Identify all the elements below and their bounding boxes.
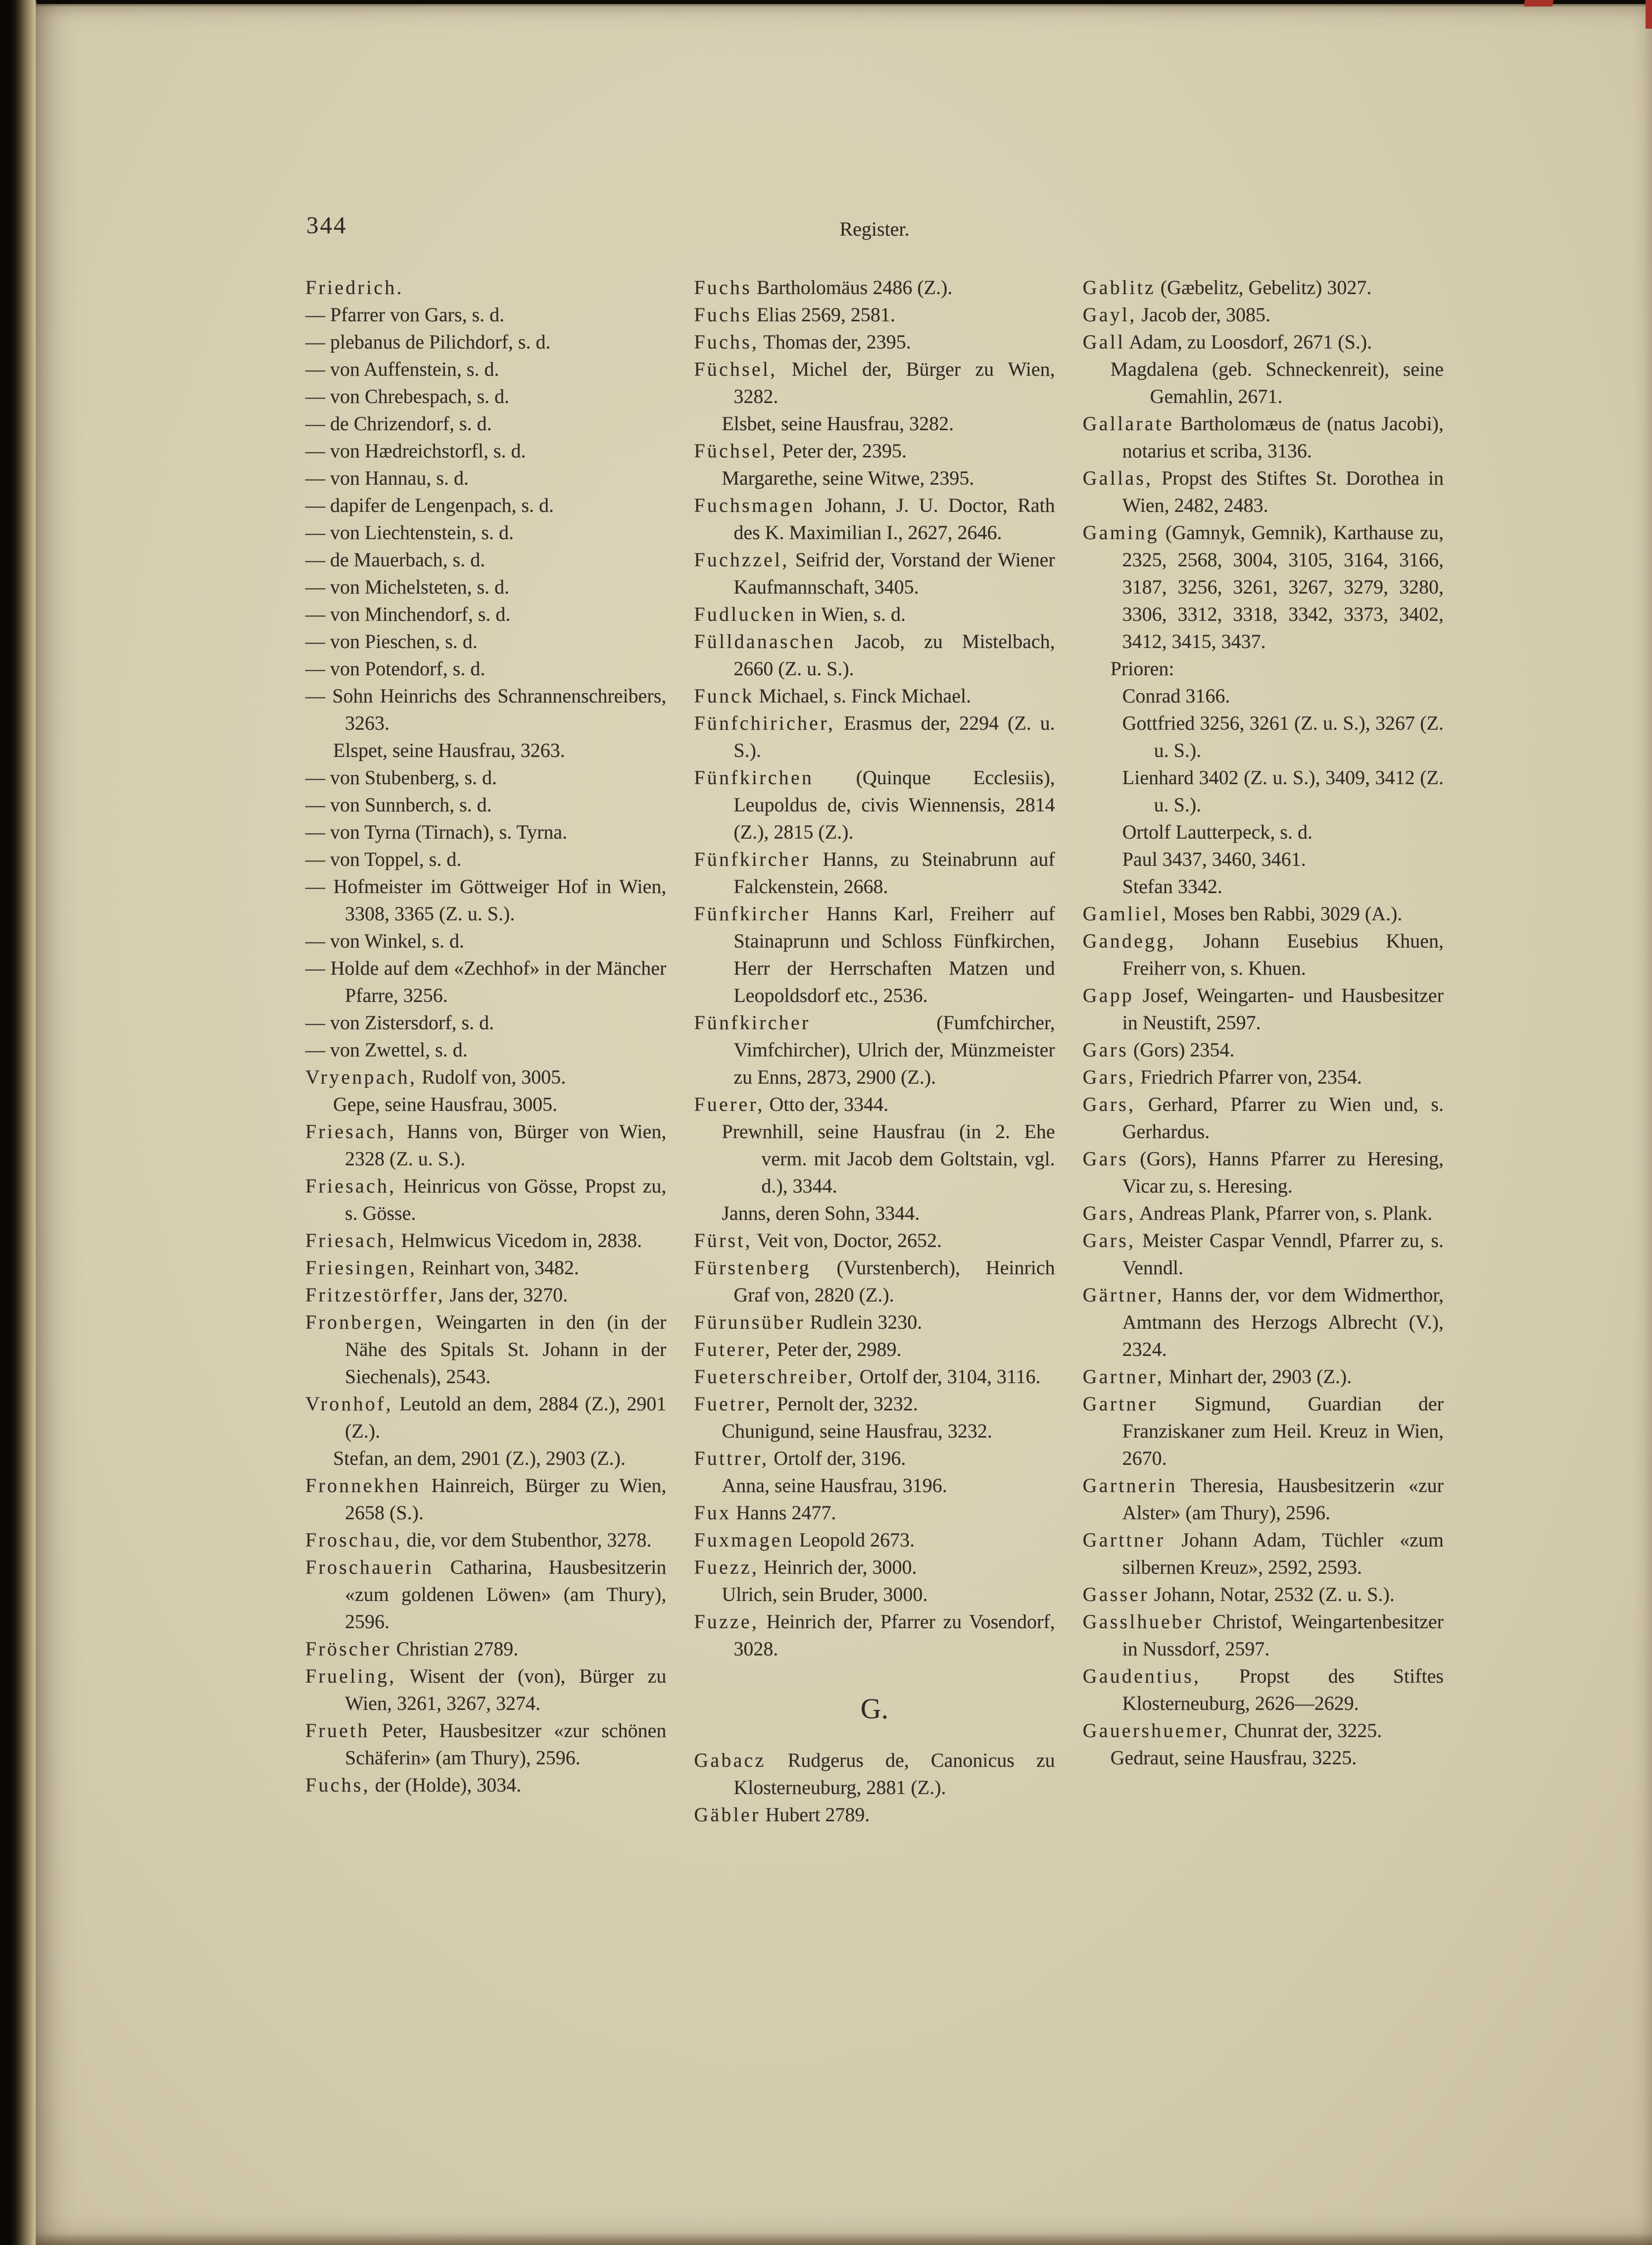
index-entry: Füchsel, Peter der, 2395.: [694, 440, 907, 462]
index-entry: — von Pieschen, s. d.: [305, 630, 478, 652]
index-entry: — von Winkel, s. d.: [305, 930, 464, 952]
index-entry: Fünfkircher Hanns, zu Steinabrunn auf Falckenstein, 2668.: [694, 848, 1055, 898]
index-entry: Froschau, die, vor dem Stubenthor, 3278.: [305, 1529, 652, 1551]
index-entry: — von Potendorf, s. d.: [305, 657, 486, 680]
index-entry: Gottfried 3256, 3261 (Z. u. S.), 3267 (Z. u. S.).: [1122, 712, 1444, 761]
index-entry: Gapp Josef, Weingarten- und Hausbesitzer in Neustift, 2597.: [1082, 984, 1444, 1034]
entry-headword: Gars,: [1082, 1093, 1136, 1115]
bookmark-ribbon-right-icon: [1646, 0, 1652, 29]
index-entry: Fritzestörffer, Jans der, 3270.: [305, 1284, 568, 1306]
entry-headword: Fueterschreiber,: [694, 1365, 855, 1388]
index-entry: Fuetrer, Pernolt der, 3232.: [694, 1393, 918, 1415]
index-entry: Paul 3437, 3460, 3461.: [1122, 848, 1306, 870]
index-entry: Fünfchiricher, Erasmus der, 2294 (Z. u. S.).: [694, 712, 1055, 761]
entry-headword: Vryenpach,: [305, 1066, 417, 1088]
index-entry: Gasslhueber Christof, Weingartenbesitzer in Nussdorf, 2597.: [1082, 1610, 1444, 1660]
index-entry: Gauershuemer, Chunrat der, 3225.: [1082, 1719, 1382, 1742]
entry-headword: Fuchs: [694, 303, 752, 326]
entry-headword: Gall: [1082, 331, 1125, 353]
entry-headword: Friedrich.: [305, 276, 404, 299]
entry-headword: Gallas,: [1082, 467, 1153, 489]
index-entry: Gablitz (Gæbelitz, Gebelitz) 3027.: [1082, 276, 1372, 299]
index-entry: — Pfarrer von Gars, s. d.: [305, 303, 505, 326]
section-heading: G.: [860, 1693, 889, 1725]
entry-headword: Fünfkircher: [694, 1011, 811, 1034]
index-entry: Frueling, Wisent der (von), Bürger zu Wien, 3261, 3267, 3274.: [305, 1665, 667, 1714]
entry-headword: Gaudentius,: [1082, 1665, 1201, 1687]
index-entry: Gabacz Rudgerus de, Canonicus zu Klosterneuburg, 2881 (Z.).: [694, 1749, 1055, 1798]
index-entry: Ortolf Lautterpeck, s. d.: [1122, 821, 1312, 843]
index-entry: — de Chrizendorf, s. d.: [305, 412, 492, 435]
index-entry: Froschauerin Catharina, Hausbesitzerin «zum goldenen Löwen» (am Thury), 2596.: [305, 1556, 667, 1633]
index-column-1: [305, 274, 666, 1828]
index-entry: Fudlucken in Wien, s. d.: [694, 603, 906, 625]
index-entry: Gepe, seine Hausfrau, 3005.: [333, 1093, 558, 1115]
bookmark-ribbon-top-icon: [1524, 0, 1554, 6]
index-entry: Futtrer, Ortolf der, 3196.: [694, 1447, 906, 1469]
page-header: [305, 211, 1444, 274]
index-entry: Funck Michael, s. Finck Michael.: [694, 685, 972, 707]
index-entry: Gars, Gerhard, Pfarrer zu Wien und, s. Gerhardus.: [1082, 1093, 1444, 1143]
entry-headword: Frueling,: [305, 1665, 396, 1687]
page-top-shadow: [36, 0, 1652, 7]
index-entry: — von Chrebespach, s. d.: [305, 385, 510, 407]
index-entry: Garttner Johann Adam, Tüchler «zum silbernen Kreuz», 2592, 2593.: [1082, 1529, 1444, 1578]
index-entry: — von Zwettel, s. d.: [305, 1039, 468, 1061]
page-bottom-edge: [36, 2233, 1652, 2245]
index-entry: Conrad 3166.: [1122, 685, 1230, 707]
index-entry: [305, 274, 666, 301]
index-entry: — von Hannau, s. d.: [305, 467, 469, 489]
entry-headword: Gapp: [1082, 984, 1134, 1006]
entry-headword: Fuchs,: [694, 331, 759, 353]
index-entry: Fueterschreiber, Ortolf der, 3104, 3116.: [694, 1365, 1041, 1388]
running-title: Register.: [839, 218, 910, 240]
index-entry: Gäbler Hubert 2789.: [694, 1803, 870, 1826]
entry-headword: Gamliel,: [1082, 902, 1168, 925]
index-entry: Stefan, an dem, 2901 (Z.), 2903 (Z.).: [333, 1447, 626, 1469]
index-entry: Prewnhill, seine Hausfrau (in 2. Ehe verm. mit Jacob dem Goltstain, vgl. d.), 3344.: [722, 1120, 1055, 1197]
index-entry: Gaudentius, Propst des Stiftes Klosterneuburg, 2626—2629.: [1082, 1665, 1444, 1714]
index-entry: Gamliel, Moses ben Rabbi, 3029 (A.).: [1082, 902, 1403, 925]
index-entry: Magdalena (geb. Schneckenreit), seine Gemahlin, 2671.: [1110, 358, 1444, 407]
index-entry: Gallas, Propst des Stiftes St. Dorothea in Wien, 2482, 2483.: [1082, 467, 1444, 516]
entry-headword: Froschau,: [305, 1529, 402, 1551]
entry-headword: Gartner: [1082, 1393, 1158, 1415]
index-entry: Friesach, Heinricus von Gösse, Propst zu, s. Gösse.: [305, 1175, 667, 1224]
index-entry: — von Auffenstein, s. d.: [305, 358, 499, 380]
entry-headword: Fuzze,: [694, 1610, 759, 1633]
entry-headword: Füchsel,: [694, 440, 777, 462]
index-entry: Gars, Friedrich Pfarrer von, 2354.: [1082, 1066, 1362, 1088]
entry-headword: Fuchs,: [305, 1774, 370, 1796]
entry-headword: Fux: [694, 1501, 731, 1524]
entry-headword: Futtrer,: [694, 1447, 769, 1469]
entry-headword: Gaming: [1082, 521, 1159, 544]
index-entry: Fülldanaschen Jacob, zu Mistelbach, 2660 (Z. u. S.).: [694, 630, 1055, 680]
entry-headword: Fünfkircher: [694, 848, 811, 870]
index-entry: Futerer, Peter der, 2989.: [694, 1338, 902, 1360]
index-entry: — Holde auf dem «Zechhof» in der Mäncher Pfarre, 3256.: [305, 957, 667, 1006]
entry-headword: Gabacz: [694, 1749, 766, 1771]
entry-headword: Gars,: [1082, 1066, 1136, 1088]
index-entry: Margarethe, seine Witwe, 2395.: [722, 467, 974, 489]
entry-headword: Froschauerin: [305, 1556, 434, 1578]
entry-headword: Gärtner,: [1082, 1284, 1164, 1306]
entry-headword: Garttner: [1082, 1529, 1166, 1551]
entry-headword: Fritzestörffer,: [305, 1284, 445, 1306]
index-entry: Gars (Gors), Hanns Pfarrer zu Heresing, Vicar zu, s. Heresing.: [1082, 1147, 1444, 1197]
entry-headword: Fürstenberg: [694, 1256, 811, 1279]
index-entry: Fronbergen, Weingarten in den (in der Nähe des Spitals St. Johann in der Siechenals), 2543.: [305, 1311, 667, 1388]
entry-headword: Fuchzzel,: [694, 549, 789, 571]
index-entry: Gall Adam, zu Loosdorf, 2671 (S.).: [1082, 331, 1372, 353]
index-entry: Vronhof, Leutold an dem, 2884 (Z.), 2901 (Z.).: [305, 1393, 667, 1442]
index-entry: Friesingen, Reinhart von, 3482.: [305, 1256, 579, 1279]
index-entry: Fuerer, Otto der, 3344.: [694, 1093, 889, 1115]
index-entry: Fürunsüber Rudlein 3230.: [694, 1311, 923, 1333]
index-entry: — dapifer de Lengenpach, s. d.: [305, 494, 554, 516]
index-entry: Gayl, Jacob der, 3085.: [1082, 303, 1270, 326]
index-entry: Anna, seine Hausfrau, 3196.: [722, 1474, 947, 1497]
entry-headword: Fronnekhen: [305, 1474, 421, 1497]
entry-headword: Fuezz,: [694, 1556, 759, 1578]
index-entry: — von Liechtenstein, s. d.: [305, 521, 514, 544]
index-entry: — Sohn Heinrichs des Schrannenschreibers, 3263.: [305, 685, 667, 734]
index-entry: Fronnekhen Hainreich, Bürger zu Wien, 2658 (S.).: [305, 1474, 667, 1524]
index-entry: Janns, deren Sohn, 3344.: [722, 1202, 920, 1224]
entry-headword: Fuerer,: [694, 1093, 765, 1115]
index-entry: Elspet, seine Hausfrau, 3263.: [333, 739, 565, 761]
entry-headword: Gandegg,: [1082, 930, 1176, 952]
entry-headword: Vronhof,: [305, 1393, 393, 1415]
entry-headword: Frueth: [305, 1719, 370, 1742]
index-entry: Gasser Johann, Notar, 2532 (Z. u. S.).: [1082, 1583, 1395, 1605]
entry-headword: Gauershuemer,: [1082, 1719, 1229, 1742]
index-entry: — plebanus de Pilichdorf, s. d.: [305, 331, 551, 353]
entry-headword: Fröscher: [305, 1638, 391, 1660]
page-stack-edge: [11, 0, 37, 2245]
index-entry: Gaming (Gamnyk, Gemnik), Karthause zu, 2325, 2568, 3004, 3105, 3164, 3166, 3187, 3256, 3261, 3267, 3279, 3280, 3306, 3312, 3318, 3342, 3373, 3402, 3412, 3415, 3437.: [1082, 521, 1444, 652]
index-entry: Friesach, Hanns von, Bürger von Wien, 2328 (Z. u. S.).: [305, 1120, 667, 1170]
entry-headword: Gartnerin: [1082, 1474, 1177, 1497]
entry-headword: Fünfchiricher,: [694, 712, 835, 734]
entry-headword: Fronbergen,: [305, 1311, 424, 1333]
index-entry: Prioren:: [1110, 657, 1174, 680]
index-entry: Fürst, Veit von, Doctor, 2652.: [694, 1229, 942, 1251]
index-entry: Fuchs Elias 2569, 2581.: [694, 303, 895, 326]
index-entry: Gars, Meister Caspar Venndl, Pfarrer zu, s. Venndl.: [1082, 1229, 1444, 1279]
index-entry: Friesach, Helmwicus Vicedom in, 2838.: [305, 1229, 642, 1251]
entry-headword: Gablitz: [1082, 276, 1156, 299]
index-entry: Gandegg, Johann Eusebius Khuen, Freiherr von, s. Khuen.: [1082, 930, 1444, 979]
entry-headword: Fülldanaschen: [694, 630, 835, 652]
entry-headword: Fürunsüber: [694, 1311, 805, 1333]
entry-headword: Friesach,: [305, 1229, 396, 1251]
entry-headword: Futerer,: [694, 1338, 772, 1360]
entry-headword: Fuchs: [694, 276, 752, 299]
index-entry: Fuchsmagen Johann, J. U. Doctor, Rath des K. Maximilian I., 2627, 2646.: [694, 494, 1055, 544]
index-entry: — von Tyrna (Tirnach), s. Tyrna.: [305, 821, 568, 843]
entry-headword: Gayl,: [1082, 303, 1137, 326]
index-entry: Fünfkirchen (Quinque Ecclesiis), Leupoldus de, civis Wiennensis, 2814 (Z.), 2815 (Z.).: [694, 766, 1055, 843]
entry-headword: Friesach,: [305, 1175, 396, 1197]
index-entry: Fürstenberg (Vurstenberch), Heinrich Graf von, 2820 (Z.).: [694, 1256, 1055, 1306]
entry-headword: Fudlucken: [694, 603, 796, 625]
index-entry: Gallarate Bartholomæus de (natus Jacobi), notarius et scriba, 3136.: [1082, 412, 1444, 462]
entry-headword: Gartner,: [1082, 1365, 1164, 1388]
index-column-3: [1083, 274, 1444, 1828]
index-entry: — von Toppel, s. d.: [305, 848, 462, 870]
index-entry: — von Minchendorf, s. d.: [305, 603, 511, 625]
entry-headword: Gasslhueber: [1082, 1610, 1204, 1633]
index-entry: Gedraut, seine Hausfrau, 3225.: [1110, 1746, 1357, 1769]
entry-headword: Gars,: [1082, 1229, 1136, 1251]
index-entry: Fuchzzel, Seifrid der, Vorstand der Wiener Kaufmannschaft, 3405.: [694, 549, 1055, 598]
index-entry: Gärtner, Hanns der, vor dem Widmerthor, Amtmann des Herzogs Albrecht (V.), 2324.: [1082, 1284, 1444, 1360]
entry-headword: Fuxmagen: [694, 1529, 794, 1551]
index-entry: Gartnerin Theresia, Hausbesitzerin «zur Alster» (am Thury), 2596.: [1082, 1474, 1444, 1524]
index-entry: Elsbet, seine Hausfrau, 3282.: [722, 412, 954, 435]
index-entry: Gartner Sigmund, Guardian der Franziskaner zum Heil. Kreuz in Wien, 2670.: [1082, 1393, 1444, 1469]
entry-headword: Gars: [1082, 1147, 1128, 1170]
index-entry: Fünfkircher (Fumfchircher, Vimfchircher), Ulrich der, Münzmeister zu Enns, 2873, 2900 (Z.).: [694, 1011, 1055, 1088]
entry-headword: Füchsel,: [694, 358, 777, 380]
index-entry: — von Michelsteten, s. d.: [305, 576, 510, 598]
index-entry: Frueth Peter, Hausbesitzer «zur schönen Schäferin» (am Thury), 2596.: [305, 1719, 667, 1769]
index-entry: Fuchs, Thomas der, 2395.: [694, 331, 911, 353]
entry-headword: Fünfkircher: [694, 902, 811, 925]
entry-headword: Friesach,: [305, 1120, 396, 1143]
index-entry: — von Zistersdorf, s. d.: [305, 1011, 494, 1034]
index-column-2: [694, 274, 1055, 1828]
index-entry: Vryenpach, Rudolf von, 3005.: [305, 1066, 566, 1088]
index-entry: Fuchs Bartholomäus 2486 (Z.).: [694, 276, 953, 299]
index-entry: — de Mauerbach, s. d.: [305, 549, 486, 571]
entry-headword: Fuetrer,: [694, 1393, 772, 1415]
index-entry: Fuezz, Heinrich der, 3000.: [694, 1556, 917, 1578]
index-entry: Fuzze, Heinrich der, Pfarrer zu Vosendorf, 3028.: [694, 1610, 1055, 1660]
entry-headword: Gäbler: [694, 1803, 761, 1826]
index-entry: — von Sunnberch, s. d.: [305, 794, 492, 816]
entry-headword: Fürst,: [694, 1229, 752, 1251]
index-entry: Chunigund, seine Hausfrau, 3232.: [722, 1420, 992, 1442]
index-entry: Fuxmagen Leopold 2673.: [694, 1529, 915, 1551]
page-number: 344: [306, 211, 347, 239]
entry-headword: Gasser: [1082, 1583, 1149, 1605]
index-entry: Ulrich, sein Bruder, 3000.: [722, 1583, 928, 1605]
index-entry: — von Stubenberg, s. d.: [305, 766, 497, 789]
index-entry: — von Hædreichstorfl, s. d.: [305, 440, 526, 462]
page-content: [305, 211, 1444, 1828]
entry-headword: Gars,: [1082, 1202, 1136, 1224]
index-entry: Füchsel, Michel der, Bürger zu Wien, 3282.: [694, 358, 1055, 407]
index-entry: Fünfkircher Hanns Karl, Freiherr auf Stainaprunn und Schloss Fünfkirchen, Herr der Herrschaften Matzen und Leopoldsdorf etc., 2536.: [694, 902, 1055, 1006]
index-entry: Gars, Andreas Plank, Pfarrer von, s. Plank.: [1082, 1202, 1433, 1224]
entry-headword: Gallarate: [1082, 412, 1174, 435]
index-entry: Lienhard 3402 (Z. u. S.), 3409, 3412 (Z. u. S.).: [1122, 766, 1444, 816]
index-entry: Gartner, Minhart der, 2903 (Z.).: [1082, 1365, 1352, 1388]
entry-headword: Fünfkirchen: [694, 766, 814, 789]
index-entry: Gars (Gors) 2354.: [1082, 1039, 1235, 1061]
entry-headword: Friesingen,: [305, 1256, 417, 1279]
entry-headword: Gars: [1082, 1039, 1128, 1061]
index-entry: Fux Hanns 2477.: [694, 1501, 836, 1524]
book-page: [36, 4, 1652, 2245]
index-entry: Fröscher Christian 2789.: [305, 1638, 519, 1660]
index-entry: Stefan 3342.: [1122, 875, 1222, 898]
entry-headword: Funck: [694, 685, 754, 707]
entry-headword: Fuchsmagen: [694, 494, 815, 516]
index-columns: [305, 274, 1444, 1828]
index-entry: — Hofmeister im Göttweiger Hof in Wien, 3308, 3365 (Z. u. S.).: [305, 875, 667, 925]
index-entry: Fuchs, der (Holde), 3034.: [305, 1774, 522, 1796]
